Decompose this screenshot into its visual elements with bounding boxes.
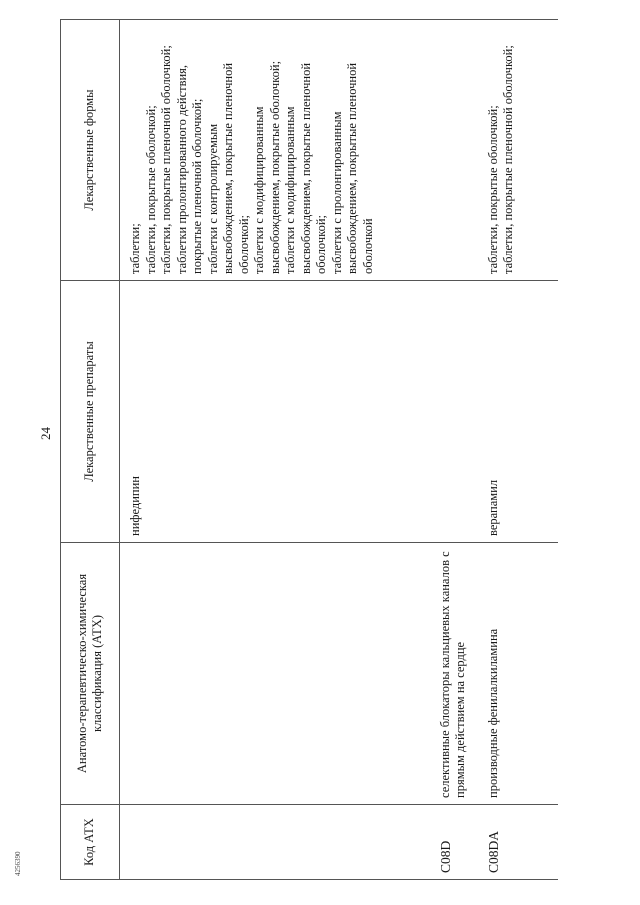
dosage-form: таблетки, покрытые оболочкой; <box>485 105 500 274</box>
dosage-form: таблетки, покрытые оболочкой; <box>143 105 158 274</box>
row-forms <box>430 20 478 281</box>
header-drugs: Лекарственные препараты <box>61 281 120 543</box>
table-row <box>120 20 430 880</box>
dosage-form: таблетки с пролонгированным высвобождением, покрытые пленочной оболочкой <box>329 62 375 274</box>
header-atc-classification: Анатомо-терапевтическо-химическая классификация (АТХ) <box>61 543 120 805</box>
dosage-form: таблетки; <box>128 223 142 274</box>
header-atc-code: Код АТХ <box>61 805 120 880</box>
row-classification: производные фенилалкиламина <box>478 543 558 805</box>
row-code: C08D <box>430 805 478 880</box>
table-row <box>478 20 558 880</box>
row-classification: селективные блокаторы кальциевых каналов с прямым действием на сердце <box>430 543 478 805</box>
row-drug: нифедипин <box>120 281 430 543</box>
row-forms <box>120 20 430 281</box>
row-code <box>120 805 430 880</box>
row-classification <box>120 543 430 805</box>
dosage-form: таблетки с модифицированным высвобождением, покрытые пленочной оболочкой; <box>283 62 328 274</box>
row-forms <box>478 20 558 281</box>
dosage-form: таблетки пролонгированного действия, покрытые пленочной оболочкой; <box>174 64 204 274</box>
atc-table <box>60 19 558 880</box>
atc-table-sheet <box>60 20 620 880</box>
dosage-form: таблетки с модифицированным высвобождением, покрытые оболочкой; <box>252 60 282 274</box>
document-id: 4256390 <box>14 851 22 876</box>
dosage-form: таблетки, покрытые пленочной оболочкой; <box>501 45 515 274</box>
table-header-row <box>61 20 120 880</box>
dosage-form: таблетки с контролируемым высвобождением, покрытые пленочной оболочкой; <box>205 62 251 274</box>
table-row <box>430 20 478 880</box>
row-drug <box>430 281 478 543</box>
row-drug: верапамил <box>478 281 558 543</box>
dosage-form: таблетки, покрытые пленочной оболочкой; <box>159 45 173 274</box>
header-dosage-forms: Лекарственные формы <box>61 20 120 281</box>
row-code: C08DA <box>478 805 558 880</box>
page-number: 24 <box>38 427 53 440</box>
